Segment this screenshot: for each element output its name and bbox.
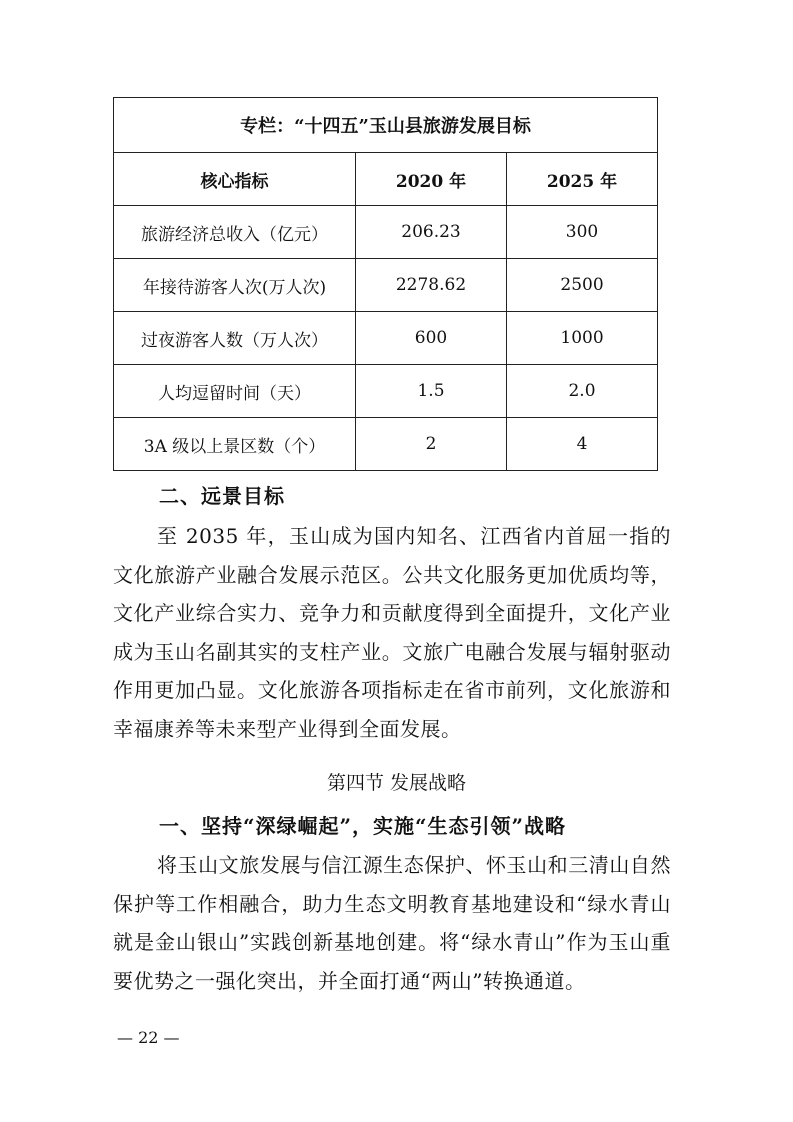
table-row <box>114 259 658 312</box>
heading-vision: 二、远景目标 <box>159 484 285 508</box>
table-row <box>114 418 658 471</box>
header-2025: 2025 年 <box>507 153 658 206</box>
cell-2020: 600 <box>356 312 507 365</box>
cell-2025: 4 <box>507 418 658 471</box>
cell-2025: 2500 <box>507 259 658 312</box>
heading-strategy: 一、坚持“深绿崛起”，实施“生态引领”战略 <box>159 814 567 838</box>
table-header-row <box>114 153 658 206</box>
cell-indicator: 人均逗留时间（天） <box>114 365 356 418</box>
cell-2020: 2 <box>356 418 507 471</box>
table-caption: 专栏：“十四五”玉山县旅游发展目标 <box>114 98 658 153</box>
header-2020: 2020 年 <box>356 153 507 206</box>
tourism-goals-table <box>113 97 658 471</box>
section-title: 第四节 发展战略 <box>326 772 467 794</box>
page-number: — 22 — <box>117 1028 180 1047</box>
strategy-paragraph: 将玉山文旅发展与信江源生态保护、怀玉山和三清山自然保护等工作相融合，助力生态文明教育基地建设和“绿水青山就是金山银山”实践创新基地创建。将“绿水青山”作为玉山重要优势之一强化突出，并全面打通“两山”转换通道。 <box>113 853 671 993</box>
table-row <box>114 206 658 259</box>
cell-2020: 2278.62 <box>356 259 507 312</box>
cell-indicator: 3A 级以上景区数（个） <box>114 418 356 471</box>
table-caption-row <box>114 98 658 153</box>
cell-indicator: 年接待游客人次(万人次) <box>114 259 356 312</box>
cell-2020: 206.23 <box>356 206 507 259</box>
table-row <box>114 312 658 365</box>
vision-paragraph: 至 2035 年，玉山成为国内知名、江西省内首屈一指的文化旅游产业融合发展示范区。公共文化服务更加优质均等，文化产业综合实力、竞争力和贡献度得到全面提升，文化产业成为玉山名副其实的支柱产业。文旅广电融合发展与辐射驱动作用更加凸显。文化旅游各项指标走在省市前列，文化旅游和幸福康养等未来型产业得到全面发展。 <box>113 524 671 741</box>
cell-2025: 1000 <box>507 312 658 365</box>
cell-2025: 300 <box>507 206 658 259</box>
table-row <box>114 365 658 418</box>
header-indicator: 核心指标 <box>114 153 356 206</box>
cell-indicator: 过夜游客人数（万人次） <box>114 312 356 365</box>
cell-indicator: 旅游经济总收入（亿元） <box>114 206 356 259</box>
cell-2025: 2.0 <box>507 365 658 418</box>
cell-2020: 1.5 <box>356 365 507 418</box>
